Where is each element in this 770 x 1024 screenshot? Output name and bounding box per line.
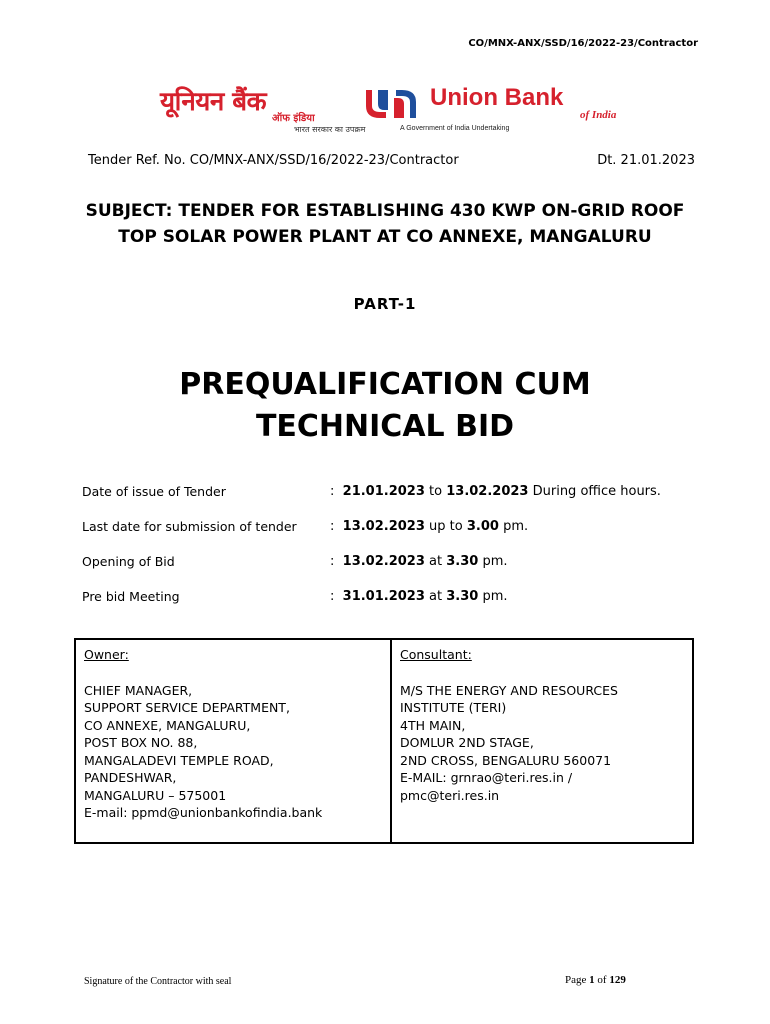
schedule-label: Date of issue of Tender — [82, 484, 226, 499]
consultant-email: pmc@teri.res.in — [400, 787, 500, 803]
schedule-label: Opening of Bid — [82, 554, 175, 569]
title-line-1: PREQUALIFICATION CUM — [179, 367, 591, 402]
subject-heading — [60, 198, 710, 250]
owner-line: CO ANNEXE, MANGALURU, — [84, 717, 251, 733]
consultant-line: 2ND CROSS, BENGALURU 560071 — [400, 752, 612, 768]
owner-cell — [75, 639, 391, 843]
tender-reference: Tender Ref. No. CO/MNX-ANX/SSD/16/2022-23/Contractor — [88, 153, 459, 168]
union-bank-logo — [160, 82, 630, 138]
schedule-value: : 13.02.2023 up to 3.00 pm. — [330, 519, 529, 534]
page-number: Page 1 of 129 — [565, 974, 626, 986]
tender-date: Dt. 21.01.2023 — [597, 153, 695, 168]
schedule-value: : 21.01.2023 to 13.02.2023 During office hours. — [330, 484, 661, 499]
logo-english-name: Union Bank — [430, 84, 564, 111]
schedule-value: : 13.02.2023 at 3.30 pm. — [330, 554, 508, 569]
owner-line: MANGALURU – 575001 — [84, 787, 227, 803]
header-reference: CO/MNX-ANX/SSD/16/2022-23/Contractor — [468, 38, 698, 49]
consultant-heading: Consultant: — [400, 647, 472, 662]
owner-heading: Owner: — [84, 647, 129, 662]
document-title — [60, 364, 710, 448]
owner-email: E-mail: ppmd@unionbankofindia.bank — [84, 805, 323, 820]
consultant-line: M/S THE ENERGY AND RESOURCES — [400, 682, 618, 698]
logo-english-tagline: A Government of India Undertaking — [400, 125, 510, 132]
union-bank-emblem-icon — [358, 86, 424, 122]
subject-line-2: TOP SOLAR POWER PLANT AT CO ANNEXE, MANGALURU — [118, 227, 652, 247]
schedule-label: Last date for submission of tender — [82, 519, 297, 534]
owner-line: SUPPORT SERVICE DEPARTMENT, — [84, 700, 290, 715]
owner-line: CHIEF MANAGER, — [84, 682, 193, 698]
consultant-line: 4TH MAIN, — [400, 717, 466, 733]
owner-line: POST BOX NO. 88, — [84, 735, 198, 750]
consultant-email: E-MAIL: grnrao@teri.res.in / — [400, 770, 573, 785]
schedule-value: : 31.01.2023 at 3.30 pm. — [330, 589, 508, 604]
signature-note: Signature of the Contractor with seal — [84, 976, 232, 987]
contact-table — [74, 638, 694, 844]
logo-english-sub: of India — [580, 109, 617, 121]
subject-line-1: SUBJECT: TENDER FOR ESTABLISHING 430 KWP ON-GRID ROOF — [85, 201, 685, 221]
consultant-cell — [391, 639, 693, 843]
logo-hindi-sub: ऑफ इंडिया — [272, 113, 315, 124]
owner-line: PANDESHWAR, — [84, 770, 177, 785]
logo-hindi-tagline: भारत सरकार का उपक्रम — [294, 125, 366, 134]
consultant-line: INSTITUTE (TERI) — [400, 700, 507, 715]
title-line-2: TECHNICAL BID — [255, 409, 515, 444]
part-label: PART-1 — [353, 295, 417, 313]
logo-hindi-name: यूनियन बैंक — [160, 87, 267, 117]
schedule-label: Pre bid Meeting — [82, 589, 180, 604]
owner-line: MANGALADEVI TEMPLE ROAD, — [84, 752, 274, 768]
consultant-line: DOMLUR 2ND STAGE, — [400, 735, 534, 750]
